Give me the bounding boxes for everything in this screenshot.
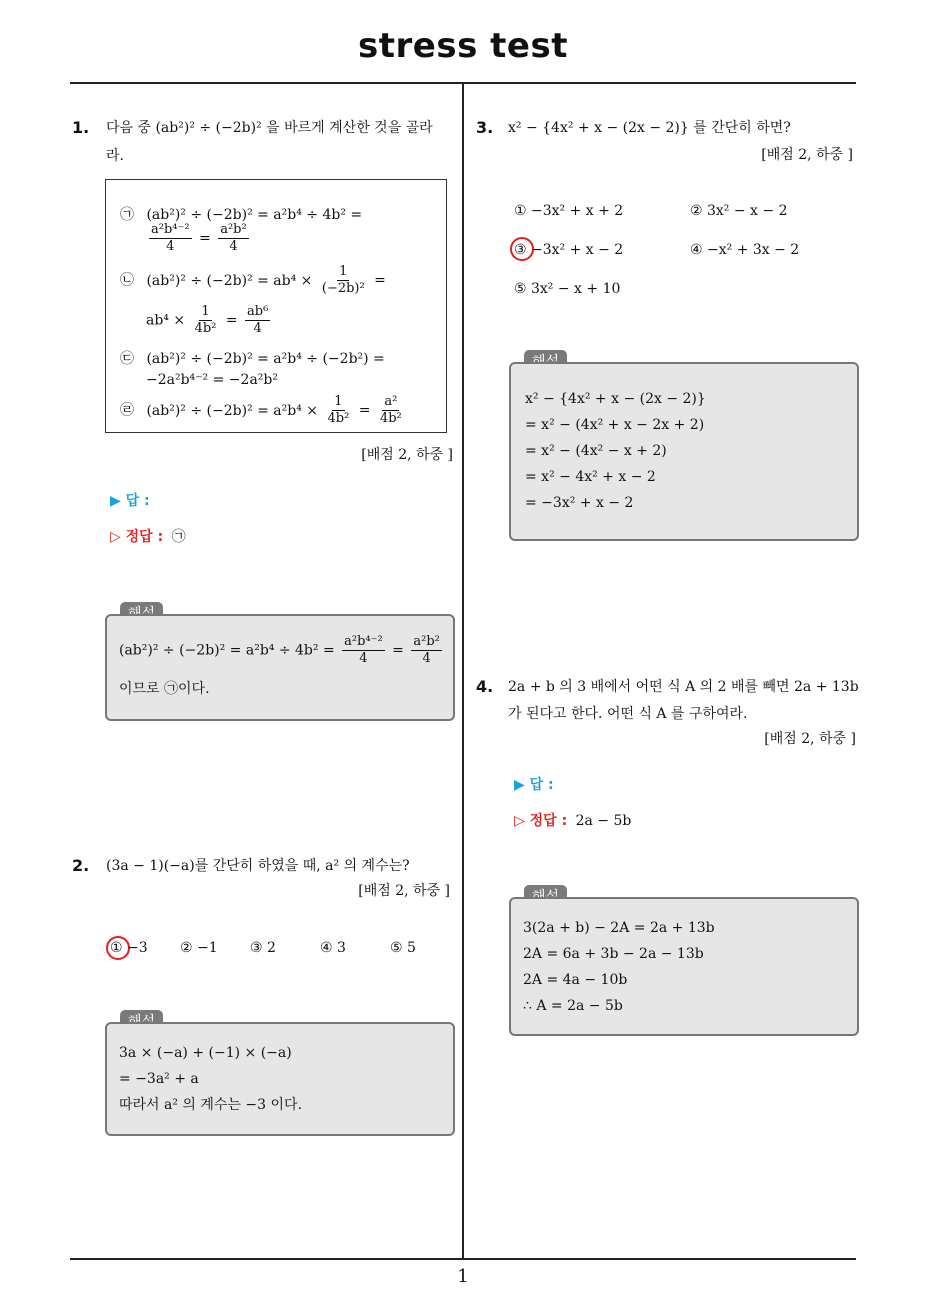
q4-solution-line-4: ∴ A = 2a − 5b [523, 998, 623, 1014]
q1-answer-label: ▶ 답 : [110, 493, 150, 509]
q1-solution-frac-num: a²b⁴⁻² [344, 634, 383, 649]
q3-solution-line-2: = x² − (4x² + x − 2x + 2) [525, 417, 705, 433]
q1-solution-line1 [119, 634, 445, 667]
q1-text-line1: 다음 중 (ab²)² ÷ (−2b)² 을 바르게 계산한 것을 골라 [106, 120, 433, 136]
q4-number: 4. [476, 677, 494, 696]
q1-opt2-line2-pre: ab⁴ × [146, 312, 186, 329]
q3-solution-line-1: x² − {4x² + x − (2x − 2)} [525, 391, 706, 407]
q1-opt2-line2-frac2-den: 4 [253, 321, 262, 336]
q1-opt1-eq: = [199, 230, 211, 247]
q3-score: [배점 2, 하중 ] [761, 147, 853, 163]
q3-choice-5[interactable]: ⑤ 3x² − x + 10 [514, 281, 621, 297]
q1-option-3-mark: ㉢ [120, 351, 134, 367]
q4-answer-label: ▶ 답 : [514, 777, 554, 793]
q2-choice-2[interactable]: ② −1 [180, 940, 218, 956]
q1-option-1 [120, 204, 362, 224]
q2-solution-line-1: 3a × (−a) + (−1) × (−a) [119, 1045, 292, 1061]
footer-rule [70, 1258, 856, 1260]
q1-option-3-line2: −2a²b⁴⁻² = −2a²b² [146, 372, 278, 388]
q1-opt4-frac2-den: 4b² [379, 411, 402, 426]
q1-opt1-frac2-den: 4 [229, 239, 238, 254]
q3-choice-3[interactable]: ③ −3x² + x − 2 [514, 242, 624, 258]
q1-solution-line2: 이므로 ㉠이다. [119, 681, 210, 697]
q4-text-line2: 가 된다고 한다. 어떤 식 A 를 구하여라. [508, 706, 748, 722]
page-number: 1 [457, 1266, 469, 1287]
q3-choice-1[interactable]: ① −3x² + x + 2 [514, 203, 624, 219]
q1-correct-label: ▷ 정답 : [110, 529, 164, 545]
q4-solution-box [509, 897, 859, 1036]
q2-text: (3a − 1)(−a)를 간단히 하였을 때, a² 의 계수는? [106, 858, 410, 874]
page-title: stress test [358, 26, 568, 66]
q2-solution-line-3: 따라서 a² 의 계수는 −3 이다. [119, 1097, 303, 1113]
q1-option-4-mark: ㉣ [120, 402, 134, 419]
q1-option-2 [120, 264, 386, 297]
q3-choice-2[interactable]: ② 3x² − x − 2 [690, 203, 788, 219]
q1-opt2-line2-frac-den: 4b² [194, 321, 217, 336]
q1-solution-frac2-den: 4 [422, 651, 431, 666]
q1-opt2-line2-eq: = [225, 312, 238, 329]
q1-solution-frac-den: 4 [359, 651, 368, 666]
q4-text-line1: 2a + b 의 3 배에서 어떤 식 A 의 2 배를 빼면 2a + 13b [508, 679, 859, 695]
q1-option-4-line1: (ab²)² ÷ (−2b)² = a²b⁴ × [146, 402, 319, 419]
q1-opt4-frac-num: 1 [334, 394, 343, 409]
q2-choice-1[interactable]: ① −3 [110, 940, 148, 956]
q3-text: x² − {4x² + x − (2x − 2)} 를 간단히 하면? [508, 120, 791, 136]
q1-opt2-frac-num: 1 [339, 264, 348, 279]
q1-opt4-eq: = [358, 402, 371, 419]
q1-number: 1. [72, 118, 90, 137]
q1-option-1-line1: (ab²)² ÷ (−2b)² = a²b⁴ ÷ 4b² = [146, 207, 363, 223]
q2-solution-box [105, 1022, 455, 1136]
q1-option-2-mark: ㉡ [120, 272, 134, 289]
q2-number: 2. [72, 856, 90, 875]
q1-opt2-frac-den: (−2b)² [321, 281, 365, 296]
q3-solution-line-4: = x² − 4x² + x − 2 [525, 469, 656, 485]
q1-option-1-line2 [146, 222, 252, 255]
q1-solution-pre: (ab²)² ÷ (−2b)² = a²b⁴ ÷ 4b² = [119, 642, 335, 659]
q2-choice-3[interactable]: ③ 2 [250, 940, 276, 956]
q3-solution-line-5: = −3x² + x − 2 [525, 495, 634, 511]
q1-option-4 [120, 394, 407, 427]
q1-solution-eq: = [392, 642, 404, 659]
q1-option-2-line2 [146, 304, 273, 337]
q1-option-1-mark: ㉠ [120, 207, 134, 223]
column-divider [462, 83, 464, 1258]
q1-text-line2: 라. [106, 148, 124, 164]
q3-solution-box [509, 362, 859, 541]
q4-solution-line-2: 2A = 6a + 3b − 2a − 13b [523, 946, 704, 962]
q4-solution-line-1: 3(2a + b) − 2A = 2a + 13b [523, 920, 715, 936]
q1-solution-box [105, 614, 455, 721]
q2-score: [배점 2, 하중 ] [358, 883, 450, 899]
q4-solution-line-3: 2A = 4a − 10b [523, 972, 628, 988]
q1-opt4-frac2-num: a² [384, 394, 398, 409]
q3-solution-line-3: = x² − (4x² − x + 2) [525, 443, 667, 459]
q1-score: [배점 2, 하중 ] [361, 447, 453, 463]
q1-opt2-line2-frac-num: 1 [201, 304, 210, 319]
q1-opt1-frac-num: a²b⁴⁻² [151, 222, 190, 237]
q4-score: [배점 2, 하중 ] [764, 731, 856, 747]
q2-solution-line-2: = −3a² + a [119, 1071, 199, 1087]
q1-option-3 [120, 348, 385, 368]
q1-opt2-line2-frac2-num: ab⁶ [247, 304, 269, 319]
q1-opt1-frac2-num: a²b² [220, 222, 247, 237]
q4-correct-label: ▷ 정답 : [514, 813, 568, 829]
q1-opt2-tail: = [374, 272, 386, 289]
q2-choice-5[interactable]: ⑤ 5 [390, 940, 416, 956]
q1-options-box [105, 179, 447, 433]
q3-choice-4[interactable]: ④ −x² + 3x − 2 [690, 242, 800, 258]
q1-opt4-frac-den: 4b² [327, 411, 350, 426]
q4-correct-answer [514, 810, 631, 830]
q1-solution-frac2-num: a²b² [413, 634, 440, 649]
q2-choice-4[interactable]: ④ 3 [320, 940, 346, 956]
q3-number: 3. [476, 118, 494, 137]
q1-correct-value: ㉠ [171, 529, 186, 545]
q1-option-3-line1: (ab²)² ÷ (−2b)² = a²b⁴ ÷ (−2b²) = [146, 351, 385, 367]
q1-option-2-line1: (ab²)² ÷ (−2b)² = ab⁴ × [146, 272, 313, 289]
q1-correct-answer [110, 526, 186, 546]
q1-opt1-frac-den: 4 [166, 239, 175, 254]
q4-correct-value: 2a − 5b [575, 813, 632, 829]
